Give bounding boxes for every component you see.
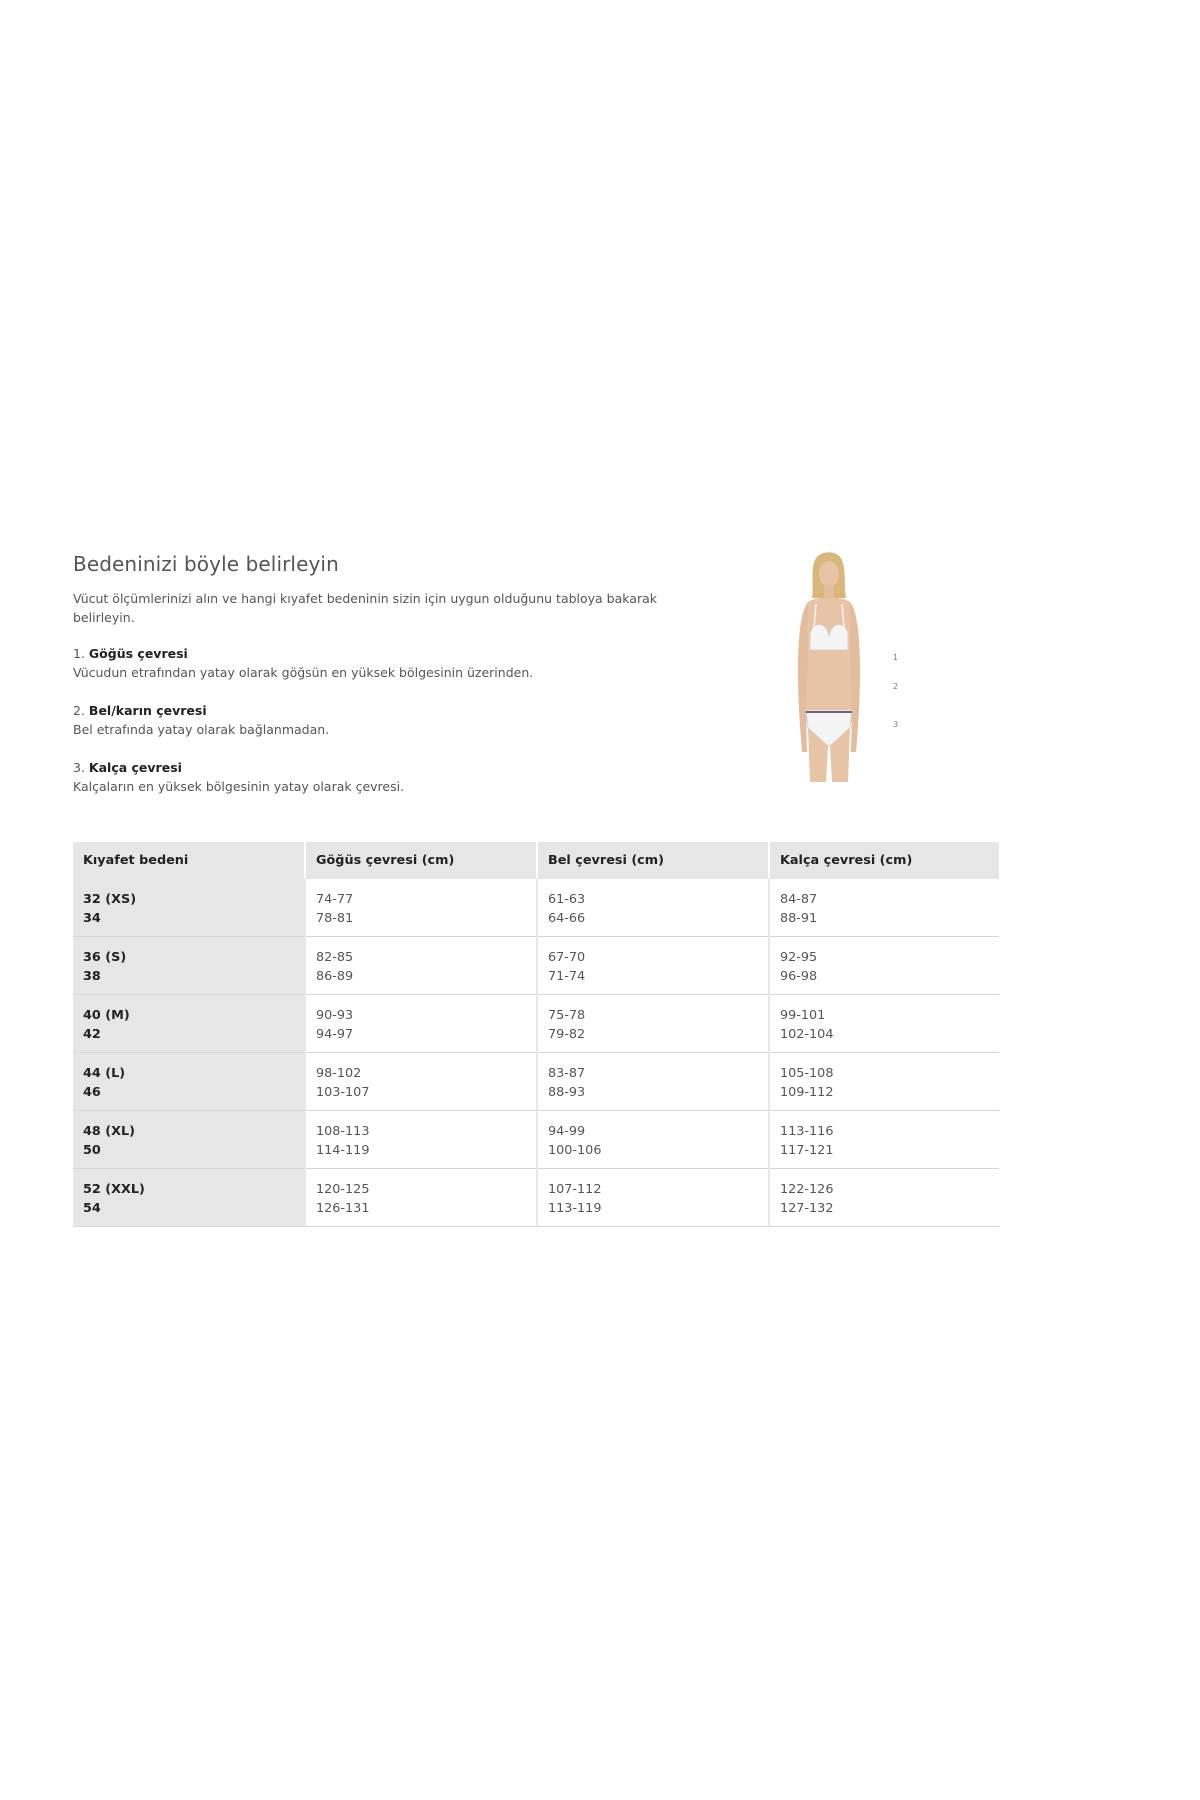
step-bust <box>73 644 673 682</box>
model-illustration <box>780 552 910 782</box>
bust-cell <box>305 1111 537 1169</box>
waist-value: 71-74 <box>548 969 586 984</box>
column-header-waist: Bel çevresi (cm) <box>537 842 769 879</box>
waist-cell <box>537 995 769 1053</box>
bust-value: 103-107 <box>316 1085 370 1100</box>
step-number: 3. <box>73 760 85 775</box>
size-label: 44 (L) <box>83 1066 126 1081</box>
waist-value: 113-119 <box>548 1201 602 1216</box>
size-label: 42 <box>83 1027 101 1042</box>
table-row <box>73 1111 999 1169</box>
table-row <box>73 1053 999 1111</box>
hip-value: 113-116 <box>780 1124 834 1139</box>
bust-cell <box>305 1053 537 1111</box>
bust-value: 120-125 <box>316 1182 370 1197</box>
size-cell <box>73 879 305 937</box>
step-label: Bel/karın çevresi <box>88 703 207 718</box>
bust-cell <box>305 1169 537 1227</box>
column-header-hip: Kalça çevresi (cm) <box>769 842 999 879</box>
hip-cell <box>769 879 999 937</box>
column-header-size: Kıyafet bedeni <box>73 842 305 879</box>
size-cell <box>73 1053 305 1111</box>
size-cell <box>73 1169 305 1227</box>
hip-value: 127-132 <box>780 1201 834 1216</box>
waist-cell <box>537 879 769 937</box>
step-hip <box>73 758 673 796</box>
hip-value: 99-101 <box>780 1008 826 1023</box>
hip-marker: 3 <box>893 720 899 729</box>
size-label: 32 (XS) <box>83 892 137 907</box>
step-description: Bel etrafında yatay olarak bağlanmadan. <box>73 722 330 737</box>
waist-value: 100-106 <box>548 1143 602 1158</box>
table-row <box>73 1169 999 1227</box>
bust-cell <box>305 937 537 995</box>
hip-value: 96-98 <box>780 969 818 984</box>
intro-text: Vücut ölçümlerinizi alın ve hangi kıyafet bedeninin sizin için uygun olduğunu tabloya bakarak belirleyin. <box>73 591 657 625</box>
bust-value: 98-102 <box>316 1066 362 1081</box>
bust-value: 114-119 <box>316 1143 370 1158</box>
table-row <box>73 937 999 995</box>
bust-value: 82-85 <box>316 950 354 965</box>
waist-cell <box>537 937 769 995</box>
step-label: Göğüs çevresi <box>88 646 188 661</box>
step-label: Kalça çevresi <box>88 760 182 775</box>
waist-value: 94-99 <box>548 1124 586 1139</box>
hip-value: 92-95 <box>780 950 818 965</box>
size-label: 40 (M) <box>83 1008 130 1023</box>
waist-value: 61-63 <box>548 892 586 907</box>
waist-value: 75-78 <box>548 1008 586 1023</box>
page-title: Bedeninizi böyle belirleyin <box>73 552 339 576</box>
body-measurement-figure <box>780 552 910 782</box>
bust-cell <box>305 879 537 937</box>
waist-cell <box>537 1111 769 1169</box>
bust-value: 94-97 <box>316 1027 354 1042</box>
size-label: 52 (XXL) <box>83 1182 145 1197</box>
hip-cell <box>769 937 999 995</box>
step-waist <box>73 701 673 739</box>
step-description: Kalçaların en yüksek bölgesinin yatay olarak çevresi. <box>73 779 405 794</box>
step-description: Vücudun etrafından yatay olarak göğsün en yüksek bölgesinin üzerinden. <box>73 665 534 680</box>
hip-cell <box>769 995 999 1053</box>
hip-value: 109-112 <box>780 1085 834 1100</box>
hip-value: 102-104 <box>780 1027 834 1042</box>
size-chart-table <box>73 842 999 1227</box>
size-label: 54 <box>83 1201 101 1216</box>
hip-value: 88-91 <box>780 911 818 926</box>
waist-value: 64-66 <box>548 911 586 926</box>
hip-value: 84-87 <box>780 892 818 907</box>
size-cell <box>73 937 305 995</box>
size-cell <box>73 995 305 1053</box>
bust-cell <box>305 995 537 1053</box>
hip-value: 105-108 <box>780 1066 834 1081</box>
bust-value: 126-131 <box>316 1201 370 1216</box>
bust-value: 90-93 <box>316 1008 354 1023</box>
column-header-bust: Göğüs çevresi (cm) <box>305 842 537 879</box>
waist-cell <box>537 1169 769 1227</box>
bust-value: 78-81 <box>316 911 354 926</box>
size-label: 48 (XL) <box>83 1124 135 1139</box>
table-row <box>73 995 999 1053</box>
hip-value: 117-121 <box>780 1143 834 1158</box>
table-header-row <box>73 842 999 879</box>
bust-value: 74-77 <box>316 892 354 907</box>
bust-value: 108-113 <box>316 1124 370 1139</box>
hip-cell <box>769 1053 999 1111</box>
step-number: 2. <box>73 703 85 718</box>
hip-cell <box>769 1169 999 1227</box>
size-label: 34 <box>83 911 101 926</box>
waist-cell <box>537 1053 769 1111</box>
size-label: 36 (S) <box>83 950 127 965</box>
size-label: 46 <box>83 1085 101 1100</box>
size-cell <box>73 1111 305 1169</box>
bust-value: 86-89 <box>316 969 354 984</box>
size-label: 38 <box>83 969 101 984</box>
waist-marker: 2 <box>893 682 899 691</box>
waist-value: 67-70 <box>548 950 586 965</box>
step-number: 1. <box>73 646 85 661</box>
table-row <box>73 879 999 937</box>
waist-value: 83-87 <box>548 1066 586 1081</box>
size-label: 50 <box>83 1143 101 1158</box>
waist-value: 79-82 <box>548 1027 586 1042</box>
bust-marker: 1 <box>893 653 899 662</box>
hip-value: 122-126 <box>780 1182 834 1197</box>
waist-value: 107-112 <box>548 1182 602 1197</box>
hip-cell <box>769 1111 999 1169</box>
waist-value: 88-93 <box>548 1085 586 1100</box>
size-guide-instructions <box>73 552 673 815</box>
